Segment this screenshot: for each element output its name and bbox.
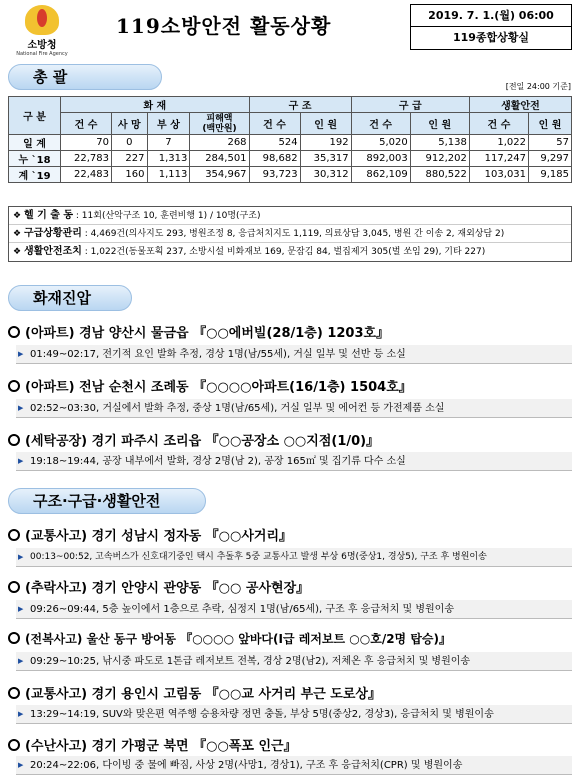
table-row — [9, 151, 572, 167]
incident-title: (수난사고) 경기 가평군 북면 『○○폭포 인근』 — [25, 739, 297, 754]
cell: 9,297 — [529, 151, 572, 167]
incident-heading — [8, 683, 381, 702]
group-safety: 생활안전 — [469, 97, 571, 113]
section-summary: 총 괄 — [8, 64, 162, 90]
info-row-helicopter: ❖ 헬 기 출 동 : 11회(산악구조 10, 훈련비행 1) / 10명(구조) — [9, 207, 571, 225]
section-fire: 화재진압 — [8, 285, 132, 311]
emblem-icon — [25, 5, 59, 35]
info-text: 4,469건(의사지도 293, 병원조정 8, 응급처치지도 1,119, 의료상담 3,045, 병원 간 이송 2, 재외상담 2) — [90, 229, 505, 239]
logo-english: National Fire Agency — [16, 51, 68, 57]
incident-heading — [8, 430, 379, 449]
incident-title: (아파트) 전남 순천시 조례동 『○○○○아파트(16/1층) 1504호』 — [25, 380, 412, 395]
incident-heading — [8, 630, 451, 647]
circle-bullet-icon — [8, 581, 20, 593]
report-date: 2019. 7. 1.(월) 06:00 — [411, 5, 571, 27]
row-label: 일 계 — [9, 135, 61, 151]
col-header: 피해액 (백만원) — [190, 113, 249, 135]
cell: 98,682 — [249, 151, 300, 167]
col-header: 인 원 — [410, 113, 469, 135]
circle-bullet-icon — [8, 529, 20, 541]
section-rescue: 구조·구급·생활안전 — [8, 488, 206, 514]
incident-title: (추락사고) 경기 안양시 관양동 『○○ 공사현장』 — [25, 581, 310, 596]
circle-bullet-icon — [8, 632, 20, 644]
circle-bullet-icon — [8, 380, 20, 392]
cell: 103,031 — [469, 167, 528, 183]
cell: 22,783 — [61, 151, 112, 167]
cell: 117,247 — [469, 151, 528, 167]
circle-bullet-icon — [8, 687, 20, 699]
incident-detail: ▶ 19:18~19:44, 공장 내부에서 발화, 경상 2명(남 2), 공장 165㎡ 및 집기류 다수 소실 — [16, 452, 572, 471]
cell: 268 — [190, 135, 249, 151]
incident-detail: ▶ 09:29~10:25, 낚시중 파도로 1톤급 레저보트 전복, 경상 2명(남2), 저체온 후 응급처치 및 병원이송 — [16, 652, 572, 671]
info-row-safety: ❖ 생활안전조치 : 1,022건(동물포획 237, 소방시설 비화재보 169, 문잠김 84, 벌집제거 305(벌 쏘임 29), 기타 227) — [13, 246, 486, 257]
incident-title: (아파트) 경남 양산시 물금읍 『○○에버빌(28/1층) 1203호』 — [25, 326, 390, 341]
cell: 354,967 — [190, 167, 249, 183]
cell: 9,185 — [529, 167, 572, 183]
info-label: 생활안전조치 — [23, 246, 82, 257]
cell: 880,522 — [410, 167, 469, 183]
agency-logo — [14, 5, 70, 55]
incident-title: (교통사고) 경기 성남시 정자동 『○○사거리』 — [25, 529, 293, 544]
incident-heading — [8, 322, 389, 341]
table-row — [9, 135, 572, 151]
incident-title: (세탁공장) 경기 파주시 조리읍 『○○공장소 ○○지점(1/0)』 — [25, 434, 380, 449]
incident-detail: ▶ 13:29~14:19, SUV와 맞은편 역주행 승용차량 정면 충돌, 부상 5명(중상2, 경상3), 응급처치 및 병원이송 — [16, 705, 572, 724]
cell: 7 — [147, 135, 190, 151]
col-header: 건 수 — [61, 113, 112, 135]
cell: 892,003 — [351, 151, 410, 167]
office-name: 119종합상황실 — [452, 31, 530, 44]
date-box — [410, 4, 572, 50]
info-label: 구급상황관리 — [23, 228, 82, 239]
incident-heading — [8, 735, 297, 754]
cell: 70 — [61, 135, 112, 151]
cell: 5,138 — [410, 135, 469, 151]
col-gubun: 구 분 — [9, 97, 61, 135]
incident-detail: ▶ 00:13~00:52, 고속버스가 신호대기중인 택시 추돌후 5중 교통사고 발생 부상 6명(중상1, 경상5), 구조 후 병원이송 — [16, 548, 572, 567]
cell: 35,317 — [300, 151, 351, 167]
cell: 284,501 — [190, 151, 249, 167]
col-header: 인 원 — [300, 113, 351, 135]
cell: 30,312 — [300, 167, 351, 183]
incident-heading — [8, 577, 309, 596]
page-title: 119소방안전 활동상황 — [116, 14, 332, 38]
col-header: 인 원 — [529, 113, 572, 135]
incident-title: (전복사고) 울산 동구 방어동 『○○○○ 앞바다(Ⅰ급 레저보트 ○○호/2명 탑승)』 — [25, 632, 451, 646]
row-label: 계 `19 — [9, 167, 61, 183]
col-header: 건 수 — [249, 113, 300, 135]
group-ems: 구 급 — [351, 97, 469, 113]
cell: 862,109 — [351, 167, 410, 183]
cell: 22,483 — [61, 167, 112, 183]
cell: 93,723 — [249, 167, 300, 183]
info-label: 헬 기 출 동 — [23, 210, 74, 221]
info-box — [8, 206, 572, 262]
cell: 57 — [529, 135, 572, 151]
incident-detail: ▶ 09:26~09:44, 5층 높이에서 1층으로 추락, 심정지 1명(남/65세), 구조 후 응급처치 및 병원이송 — [16, 600, 572, 619]
col-header: 건 수 — [469, 113, 528, 135]
group-fire: 화 재 — [61, 97, 250, 113]
circle-bullet-icon — [8, 326, 20, 338]
summary-table — [8, 96, 572, 183]
cell: 192 — [300, 135, 351, 151]
logo-name: 소방청 — [27, 40, 57, 51]
info-text: 1,022건(동물포획 237, 소방시설 비화재보 169, 문잠김 84, 벌집제거 305(벌 쏘임 29), 기타 227) — [90, 247, 486, 257]
cell: 1,022 — [469, 135, 528, 151]
cell: 912,202 — [410, 151, 469, 167]
cell: 227 — [112, 151, 147, 167]
cell: 1,113 — [147, 167, 190, 183]
incident-detail: ▶ 02:52~03:30, 거실에서 발화 추정, 중상 1명(남/65세), 거실 일부 및 에어컨 등 가전제품 소실 — [16, 399, 572, 418]
col-header: 건 수 — [351, 113, 410, 135]
header — [0, 0, 579, 60]
info-row-ems: ❖ 구급상황관리 : 4,469건(의사지도 293, 병원조정 8, 응급처치지도 1,119, 의료상담 3,045, 병원 간 이송 2, 재외상담 2) — [9, 225, 571, 243]
incident-detail: ▶ 01:49~02:17, 전기적 요인 발화 추정, 경상 1명(남/55세), 거실 일부 및 선반 등 소실 — [16, 345, 572, 364]
cell: 1,313 — [147, 151, 190, 167]
basis-note: [전일 24:00 기준] — [505, 82, 571, 91]
incident-detail: ▶ 20:24~22:06, 다이빙 중 물에 빠짐, 사상 2명(사망1, 경상1), 구조 후 응급처치(CPR) 및 병원이송 — [16, 756, 572, 775]
cell: 0 — [112, 135, 147, 151]
cell: 160 — [112, 167, 147, 183]
info-text: 11회(산악구조 10, 훈련비행 1) / 10명(구조) — [81, 211, 261, 221]
cell: 524 — [249, 135, 300, 151]
col-header: 부 상 — [147, 113, 190, 135]
incident-heading — [8, 525, 292, 544]
row-label: 누 `18 — [9, 151, 61, 167]
table-row — [9, 167, 572, 183]
cell: 5,020 — [351, 135, 410, 151]
circle-bullet-icon — [8, 739, 20, 751]
group-rescue: 구 조 — [249, 97, 351, 113]
incident-heading — [8, 376, 412, 395]
col-header: 사 망 — [112, 113, 147, 135]
circle-bullet-icon — [8, 434, 20, 446]
incident-title: (교통사고) 경기 용인시 고림동 『○○교 사거리 부근 도로상』 — [25, 687, 381, 702]
